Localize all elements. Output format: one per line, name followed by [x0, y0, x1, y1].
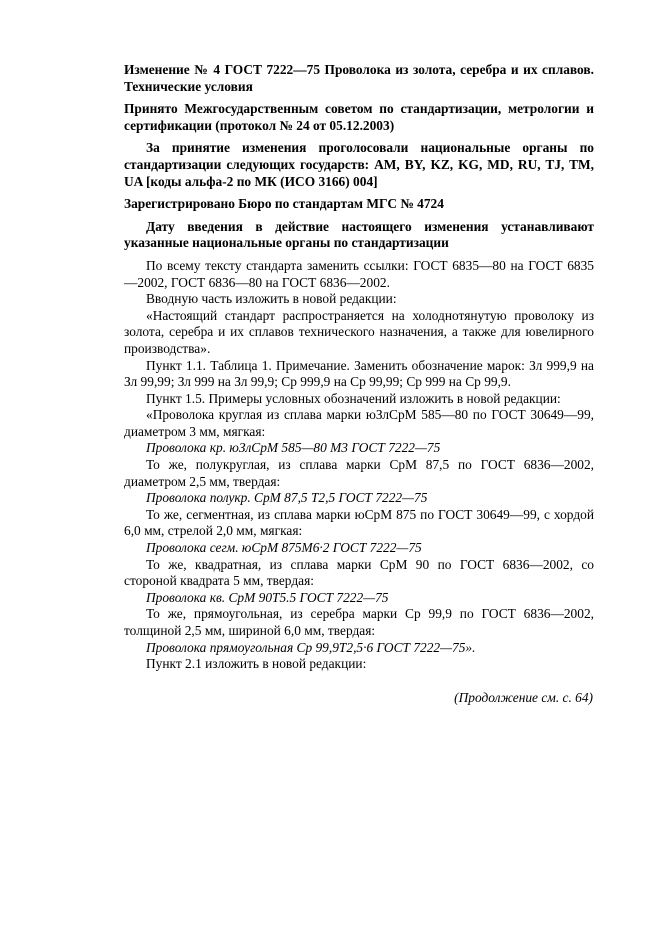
example-square: Проволока кв. СрМ 90Т5.5 ГОСТ 7222—75: [146, 589, 389, 605]
paragraph-examples-intro: Пункт 1.5. Примеры условных обозначений изложить в новой редакции:: [146, 390, 561, 406]
continuation-note: (Продолжение см. с. 64): [454, 690, 593, 705]
paragraph-clause-2-1: Пункт 2.1 изложить в новой редакции:: [146, 656, 367, 672]
paragraph-rectangular-wire: То же, прямоугольная, из серебра марки Ср 99,9 по ГОСТ 6836—2002, толщиной 2,5 мм, шириной 6,0 мм, твердая:: [124, 606, 594, 638]
paragraph-square-wire: То же, квадратная, из сплава марки СрМ 90 по ГОСТ 6836—2002, со стороной квадрата 5 мм, твердая:: [124, 556, 594, 589]
example-round: Проволока кр. юЗлСрМ 585—80 М3 ГОСТ 7222—75: [146, 440, 441, 456]
paragraph-table-note: Пункт 1.1. Таблица 1. Примечание. Заменить обозначение марок: Зл 999,9 на Зл 99,99; Зл 999 на Зл 99,9; Ср 999,9 на Ср 99,99; Ср 999 на Ср 99,9.: [124, 357, 594, 390]
adoption-note: Принято Межгосударственным советом по стандартизации, метрологии и сертификации (протокол № 24 от 05.12.2003): [124, 101, 594, 133]
paragraph-half-round-wire: То же, полукруглая, из сплава марки СрМ 87,5 по ГОСТ 6836—2002, диаметром 2,5 мм, твердая:: [124, 457, 594, 489]
example-half-round: Проволока полукр. СрМ 87,5 Т2,5 ГОСТ 7222—75: [146, 490, 428, 506]
paragraph-intro-edit: Вводную часть изложить в новой редакции:: [146, 291, 397, 307]
paragraph-segment-wire: То же, сегментная, из сплава марки юСрМ 875 по ГОСТ 30649—99, с хордой 6,0 мм, стрелой 2,0 мм, мягкая:: [124, 506, 594, 539]
registration-note: Зарегистрировано Бюро по стандартам МГС № 4724: [124, 196, 444, 212]
voting-note: За принятие изменения проголосовали национальные органы по стандартизации следующих государств: AM, BY, KZ, KG, MD, RU, TJ, TM, UA [коды альфа-2 по МК (ИСО 3166) 004]: [124, 140, 594, 189]
paragraph-round-wire: «Проволока круглая из сплава марки юЗлСрМ 585—80 по ГОСТ 30649—99, диаметром 3 мм, мягкая:: [124, 407, 594, 439]
amendment-title: Изменение № 4 ГОСТ 7222—75 Проволока из золота, серебра и их сплавов. Технические условия: [124, 62, 594, 94]
example-rectangular: Проволока прямоугольная Ср 99,9Т2,5·6 ГОСТ 7222—75».: [146, 639, 476, 655]
example-segment: Проволока сегм. юСрМ 875М6·2 ГОСТ 7222—75: [146, 540, 422, 556]
paragraph-scope: «Настоящий стандарт распространяется на холоднотянутую проволоку из золота, серебра и их сплавов технического назначения, а также для ювелирного производства».: [124, 307, 594, 356]
paragraph-references: По всему тексту стандарта заменить ссылки: ГОСТ 6835—80 на ГОСТ 6835—2002, ГОСТ 6836—80 на ГОСТ 6836—2002.: [124, 257, 594, 290]
document-body: [124, 62, 594, 673]
effective-date-note: Дату введения в действие настоящего изменения устанавливают указанные национальные органы по стандартизации: [124, 218, 594, 251]
